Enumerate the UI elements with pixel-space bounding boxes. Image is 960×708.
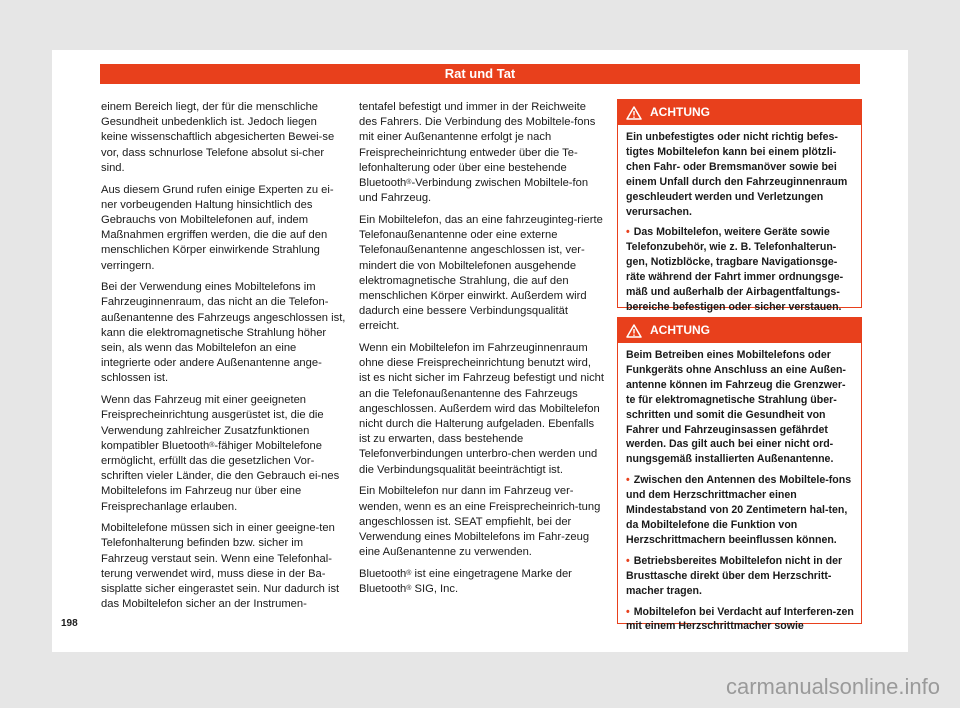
warning-box-1 [617,99,862,313]
warning-bullet-text: Das Mobiltelefon, weitere Geräte sowie Telefonzubehör, wie z. B. Telefonhalterun-gen, Notizblöcke, tragbare Navigationsge-räte während der Fahrt immer ordnungsge-mäß und außerhalb der Airbagentfaltungs-bereiche befestigen oder sicher verstauen. [626,226,844,313]
paragraph: Bei der Verwendung eines Mobiltelefons im Fahrzeuginnenraum, das nicht an die Telefon-außenantenne des Fahrzeugs angeschlossen ist, kann die elektromagnetische Strahlung höher sein, als wenn das Mobiltelefon an eine integrierte oder andere Außenantenne ange-schlossen ist. [101,281,346,385]
warning-bullet-text: Mobiltelefon bei Verdacht auf Interferen-zen mit einem Herzschrittmacher sowie [626,605,854,633]
warning-header [618,318,861,343]
warning-bullet [626,554,854,599]
warning-bullet-text: Zwischen den Antennen des Mobiltele-fons und dem Herzschrittmacher einen Mindestabstand von 20 Zentimetern hal-ten, da Mobiltelefone die Funktion von Herzschrittmachern beeinflussen können. [626,474,852,546]
text-column-left [101,100,346,619]
warning-body [618,343,861,634]
warning-title: ACHTUNG [650,105,710,119]
paragraph: Ein Mobiltelefon nur dann im Fahrzeug ver-wenden, wenn es an eine Freisprecheinrich-tung angeschlossen ist. SEAT empfiehlt, bei der Verwendung eines Mobiltelefons im Fahr-zeug eine Außenantenne zu verwenden. [359,485,601,559]
bullet-icon: • [626,474,630,487]
bullet-icon: • [626,226,630,239]
registered-mark: ® [406,179,412,187]
paragraph: einem Bereich liegt, der für die menschliche Gesundheit unbedenklich ist. Jedoch liegen keine wissenschaftlich abgesicherten Bewei-se vor, dass schnurlose Telefone absolut si-cher sind. [101,101,335,174]
bullet-icon: • [626,554,630,567]
paragraph-text: SIG, Inc. [411,583,459,596]
paragraph-text: tentafel befestigt und immer in der Reichweite des Fahrers. Die Verbindung des Mobiltele-fons mit einer Außenantenne erfolgt je nach Freisprecheinrichtung entweder über die Te-lefonhalterung oder über eine bestehende Bluetooth [359,101,596,190]
bullet-icon: • [626,605,630,618]
paragraph-text: -fähiger Mobiltelefone ermöglicht, erfüllt das die gesetzlichen Vor-schriften vieler Länder, die den Gebrauch ei-nes Mobiltelefons im Fahrzeug nur über eine Freisprechanlage erlauben. [101,439,340,513]
paragraph-text: Bluetooth [359,567,407,580]
warning-header [618,100,861,125]
page-number: 198 [61,618,78,629]
paragraph [359,567,604,597]
paragraph-text: ist eine eingetragene Marke der Bluetooth [359,567,572,596]
watermark: carmanualsonline.info [725,674,940,699]
warning-triangle-icon [626,106,642,120]
warning-bullet [626,225,854,314]
paragraph-text: Wenn das Fahrzeug mit einer geeigneten Freisprecheinrichtung ausgerüstet ist, die die Verwendung zahlreicher Zusatzfunktionen kompatibler Bluetooth [101,394,324,452]
paragraph [101,393,346,515]
text-column-middle [359,100,604,604]
warning-box-2 [617,317,862,633]
warning-body [618,125,861,315]
paragraph-text: -Verbindung zwischen Mobiltele-fon und Fahrzeug. [359,177,589,205]
registered-mark: ® [406,569,412,577]
paragraph: Ein Mobiltelefon, das an eine fahrzeuginteg-rierte Telefonaußenantenne oder eine externe Telefonaußenantenne angeschlossen ist, ver-mindert die von Mobiltelefonen ausgehende elektromagnetische Strahlung, die auf den menschlichen Körper einwirkt. Außerdem wird dadurch eine bessere Verbindungsqualität erreicht. [359,213,603,333]
registered-mark: ® [209,441,215,449]
warning-triangle-icon [626,324,642,338]
warning-bullet [626,605,854,635]
registered-mark: ® [406,585,412,593]
warning-bullet-text: Betriebsbereites Mobiltelefon nicht in der Brusttasche direkt über dem Herzschritt-macher tragen. [626,554,843,597]
paragraph: Aus diesem Grund rufen einige Experten zu ei-ner vorbeugenden Haltung hinsichtlich des Gebrauchs von Mobiltelefonen auf, indem Maßnahmen ergriffen werden, die die auf den menschlichen Körper einwirkende Strahlung verringern. [101,183,334,272]
warning-bullet [626,473,854,548]
paragraph [359,100,604,206]
warning-intro: Beim Betreiben eines Mobiltelefons oder Funkgeräts ohne Anschluss an eine Außen-antenne können im Fahrzeug die Grenzwer-te für elektromagnetische Strahlung über-schritten und somit die Gesundheit von Fahrer und Fahrzeuginsassen gefährdet werden. Das gilt auch bei einer nicht ord-nungsgemäß installierten Außenantenne. [626,349,846,466]
warning-intro: Ein unbefestigtes oder nicht richtig befes-tigtes Mobiltelefon kann bei einem plötzli-chen Fahr- oder Bremsmanöver sowie bei einem Unfall durch den Fahrzeuginnenraum geschleudert werden und Verletzungen verursachen. [626,131,848,218]
paragraph: Wenn ein Mobiltelefon im Fahrzeuginnenraum ohne diese Freisprecheinrichtung benutzt wird, ist es nicht sicher im Fahrzeug befestigt und nicht an die Telefonaußenantenne des Fahrzeugs angeschlossen. Außerdem wird das Mobiltelefon nicht durch die Halterung aufgeladen. Ebenfalls ist zu erwarten, dass bestehende Telefonverbindungen unterbro-chen werden und die Verbindungsqualität beeinträchtigt ist. [359,342,604,476]
warning-title: ACHTUNG [650,323,710,337]
page-header: Rat und Tat [100,64,860,84]
paragraph: Mobiltelefone müssen sich in einer geeigne-ten Telefonhalterung befinden bzw. sicher im Fahrzeug verstaut sein. Wenn eine Telefonhal-terung verwendet wird, muss diese in der Ba-sisplatte sicher eingerastet sein. Nur dadurch ist das Mobiltelefon sicher an der Instrumen- [101,522,340,611]
